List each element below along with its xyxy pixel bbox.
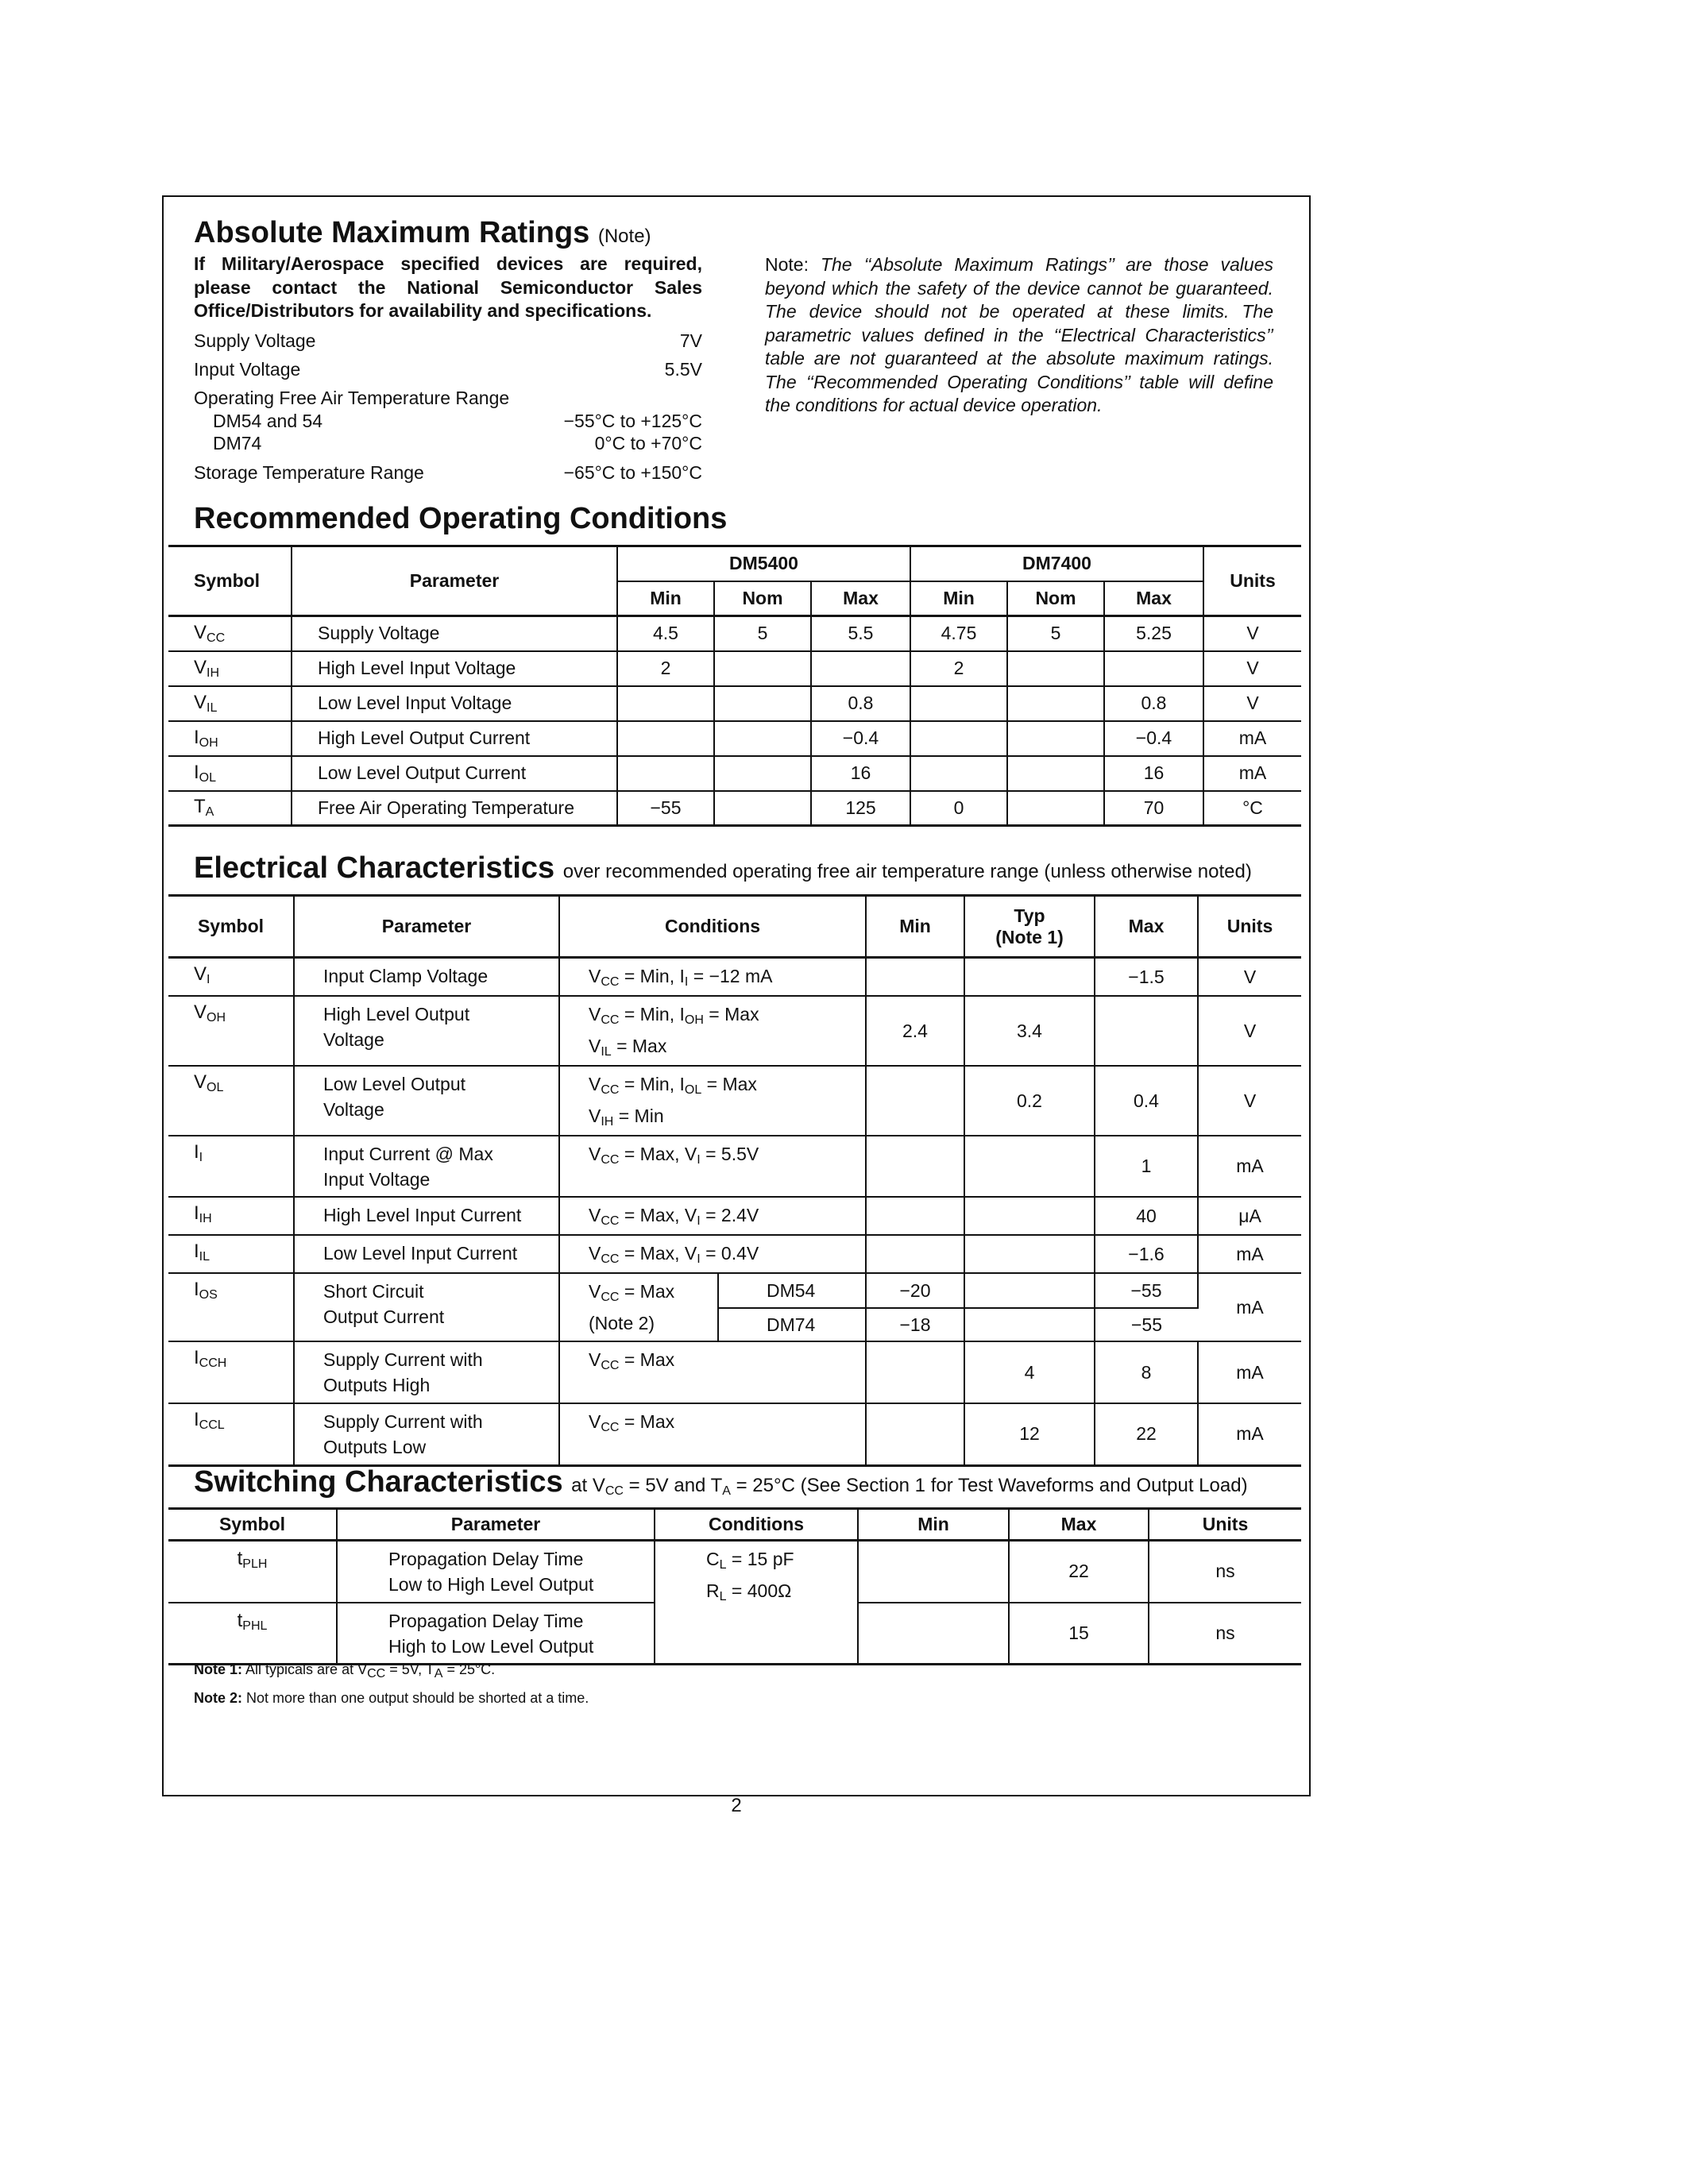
ec-header-conditions: Conditions xyxy=(559,896,866,958)
ec-table xyxy=(168,894,1301,1467)
roc-header-min: Min xyxy=(617,581,714,616)
ec-symbol: $I_{OS}$ xyxy=(168,1273,294,1341)
roc-value: 4.5 xyxy=(617,616,714,651)
amr-temp-heading: Operating Free Air Temperature Range xyxy=(194,388,510,408)
ec-typ xyxy=(964,1136,1095,1197)
amr-note: Note: The ‘‘Absolute Maximum Ratings’’ are those values beyond which the safety of the device cannot be guaranteed. The device should not be operated at these limits. The parametric values defined in the ‘‘Electrical Characteristics’’ table are not guaranteed at the absolute maximum ratings. The ‘‘Recommended Operating Conditions’’ table will define the conditions for actual device operation. xyxy=(765,254,1273,415)
roc-parameter: Low Level Output Current xyxy=(292,756,617,791)
ec-header-parameter: Parameter xyxy=(294,896,559,958)
roc-header-dm7400: DM7400 xyxy=(910,546,1203,581)
sc-min xyxy=(858,1603,1009,1665)
ec-min xyxy=(866,1341,964,1403)
sc-header-conditions: Conditions xyxy=(655,1509,858,1541)
ec-symbol: $I_{IL}$ xyxy=(168,1235,294,1273)
ec-units: mA xyxy=(1198,1273,1301,1341)
roc-value: 0 xyxy=(910,791,1007,826)
ec-min xyxy=(866,1197,964,1235)
roc-value: −0.4 xyxy=(811,721,910,756)
ec-min: 2.4 xyxy=(866,996,964,1066)
amr-ratings-list xyxy=(194,329,702,484)
amr-row-storage: Storage Temperature Range −65°C to +150°C xyxy=(194,462,702,483)
ec-conditions: $V_{CC}$ = Max, $V_I = 2.4V$ xyxy=(559,1197,866,1235)
ec-parameter: Low Level Output Voltage xyxy=(294,1066,559,1136)
roc-row xyxy=(168,756,1301,791)
sc-conditions: $C_L = 15$ pF $R_L = 400\Omega$ xyxy=(655,1541,858,1665)
ec-min xyxy=(866,958,964,997)
ec-parameter: High Level Output Voltage xyxy=(294,996,559,1066)
sc-units: ns xyxy=(1149,1541,1301,1603)
ec-max: 0.4 xyxy=(1095,1066,1198,1136)
ec-typ xyxy=(964,958,1095,997)
ec-conditions: $V_{CC}$ = Min, $I_{OH}$ = Max $V_{IL}$ = Max xyxy=(559,996,866,1066)
ec-header-units: Units xyxy=(1198,896,1301,958)
roc-header-min: Min xyxy=(910,581,1007,616)
roc-value: 2 xyxy=(617,651,714,686)
ec-row xyxy=(168,1197,1301,1235)
roc-value: 5 xyxy=(1007,616,1104,651)
ec-conditions: $V_{CC}$ = Max xyxy=(559,1403,866,1465)
footnotes xyxy=(194,1657,589,1710)
ec-symbol: $I_I$ xyxy=(168,1136,294,1197)
roc-header-nom: Nom xyxy=(1007,581,1104,616)
ec-max: 22 xyxy=(1095,1403,1198,1465)
sc-max: 22 xyxy=(1009,1541,1149,1603)
sc-title: Switching Characteristics at $V_{CC} = 5V$ and $T_A = 25^\circ C$ (See Section 1 for Test Waveforms and Output Load) xyxy=(194,1465,1248,1499)
ec-row xyxy=(168,958,1301,997)
roc-symbol: $T_A$ xyxy=(168,791,292,826)
roc-value xyxy=(714,651,811,686)
ec-conditions: $V_{CC}$ = Max (Note 2) xyxy=(559,1273,718,1341)
sc-table xyxy=(168,1507,1301,1665)
roc-symbol: $V_{IL}$ xyxy=(168,686,292,721)
sc-min xyxy=(858,1541,1009,1603)
sc-title-block xyxy=(194,1465,1248,1499)
footnote: Note 2: Not more than one output should be shorted at a time. xyxy=(194,1690,589,1706)
roc-body xyxy=(168,616,1301,826)
ec-row xyxy=(168,1403,1301,1465)
ec-symbol: $V_I$ xyxy=(168,958,294,997)
sc-symbol: $t_{PHL}$ xyxy=(168,1603,337,1665)
sc-header-units: Units xyxy=(1149,1509,1301,1541)
roc-parameter: High Level Input Voltage xyxy=(292,651,617,686)
roc-units: mA xyxy=(1203,721,1301,756)
roc-value xyxy=(1007,686,1104,721)
roc-value: −0.4 xyxy=(1104,721,1203,756)
amr-title: Absolute Maximum Ratings (Note) xyxy=(194,216,651,249)
ec-min xyxy=(866,1066,964,1136)
ec-min xyxy=(866,1136,964,1197)
ec-typ xyxy=(964,1273,1095,1308)
roc-parameter: High Level Output Current xyxy=(292,721,617,756)
sc-header-max: Max xyxy=(1009,1509,1149,1541)
sc-body xyxy=(168,1541,1301,1665)
ec-units: V xyxy=(1198,996,1301,1066)
sc-units: ns xyxy=(1149,1603,1301,1665)
ec-symbol: $I_{CCL}$ xyxy=(168,1403,294,1465)
roc-header-max: Max xyxy=(1104,581,1203,616)
roc-value: 4.75 xyxy=(910,616,1007,651)
roc-value xyxy=(910,686,1007,721)
roc-title-block xyxy=(194,502,727,536)
roc-units: °C xyxy=(1203,791,1301,826)
amr-warning: If Military/Aerospace specified devices are required, please contact the National Semiconductor Sales Office/Distributors for availability and specifications. xyxy=(194,253,702,321)
ec-conditions: $V_{CC}$ = Max, $V_I = 0.4V$ xyxy=(559,1235,866,1273)
ec-header-max: Max xyxy=(1095,896,1198,958)
ec-max: −1.5 xyxy=(1095,958,1198,997)
sc-parameter: Propagation Delay Time Low to High Level Output xyxy=(337,1541,655,1603)
sc-header-symbol: Symbol xyxy=(168,1509,337,1541)
ec-units: V xyxy=(1198,1066,1301,1136)
sc-max: 15 xyxy=(1009,1603,1149,1665)
roc-units: mA xyxy=(1203,756,1301,791)
roc-value: 125 xyxy=(811,791,910,826)
ec-header-min: Min xyxy=(866,896,964,958)
ec-parameter: Supply Current with Outputs Low xyxy=(294,1403,559,1465)
ec-row xyxy=(168,1341,1301,1403)
ec-max xyxy=(1095,996,1198,1066)
ec-parameter: Short Circuit Output Current xyxy=(294,1273,559,1341)
ec-row xyxy=(168,1136,1301,1197)
ec-units: mA xyxy=(1198,1403,1301,1465)
roc-value xyxy=(617,721,714,756)
roc-parameter: Free Air Operating Temperature xyxy=(292,791,617,826)
roc-symbol: $V_{CC}$ xyxy=(168,616,292,651)
roc-value: 5 xyxy=(714,616,811,651)
roc-row xyxy=(168,791,1301,826)
roc-value: −55 xyxy=(617,791,714,826)
ec-title-block xyxy=(194,851,1252,886)
ec-symbol: $I_{CCH}$ xyxy=(168,1341,294,1403)
ec-conditions: $V_{CC}$ = Min, $I_I = -12$ mA xyxy=(559,958,866,997)
ec-typ: 0.2 xyxy=(964,1066,1095,1136)
ec-row xyxy=(168,1066,1301,1136)
roc-value: 0.8 xyxy=(1104,686,1203,721)
amr-row-dm54: DM54 and 54 −55°C to +125°C xyxy=(213,411,702,431)
roc-value xyxy=(1007,791,1104,826)
roc-value xyxy=(714,791,811,826)
ec-header-typ: Typ (Note 1) xyxy=(964,896,1095,958)
sc-header-parameter: Parameter xyxy=(337,1509,655,1541)
page-number: 2 xyxy=(731,1795,742,1816)
ec-conditions: $V_{CC}$ = Max, $V_I = 5.5V$ xyxy=(559,1136,866,1197)
sc-parameter: Propagation Delay Time High to Low Level Output xyxy=(337,1603,655,1665)
roc-symbol: $V_{IH}$ xyxy=(168,651,292,686)
ec-units: V xyxy=(1198,958,1301,997)
ec-max: 40 xyxy=(1095,1197,1198,1235)
sc-row xyxy=(168,1541,1301,1603)
ec-parameter: Supply Current with Outputs High xyxy=(294,1341,559,1403)
ec-max: −1.6 xyxy=(1095,1235,1198,1273)
roc-value xyxy=(811,651,910,686)
ec-max: −55 xyxy=(1095,1273,1198,1308)
sc-subtitle: at $V_{CC} = 5V$ and $T_A = 25^\circ C$ (See Section 1 for Test Waveforms and Output Load) xyxy=(571,1475,1248,1498)
ec-header-symbol: Symbol xyxy=(168,896,294,958)
roc-value xyxy=(1007,756,1104,791)
roc-value xyxy=(910,721,1007,756)
ec-body xyxy=(168,958,1301,1466)
ec-units: mA xyxy=(1198,1341,1301,1403)
amr-row-supply: Supply Voltage 7V xyxy=(194,330,702,351)
amr-title-block xyxy=(194,216,651,250)
roc-value xyxy=(714,721,811,756)
ec-symbol: $V_{OH}$ xyxy=(168,996,294,1066)
roc-value xyxy=(617,686,714,721)
ec-max: 8 xyxy=(1095,1341,1198,1403)
ec-symbol: $I_{IH}$ xyxy=(168,1197,294,1235)
ec-units: mA xyxy=(1198,1235,1301,1273)
roc-value xyxy=(1104,651,1203,686)
ec-typ: 4 xyxy=(964,1341,1095,1403)
roc-row xyxy=(168,686,1301,721)
roc-value xyxy=(910,756,1007,791)
ec-max: 1 xyxy=(1095,1136,1198,1197)
roc-header-units: Units xyxy=(1203,546,1301,616)
roc-value xyxy=(1007,651,1104,686)
footnote: Note 1: All typicals are at $V_{CC} = 5V$, $T_A = 25^\circ C$. xyxy=(194,1661,496,1680)
roc-header-dm5400: DM5400 xyxy=(617,546,910,581)
ec-row xyxy=(168,1235,1301,1273)
roc-value: 16 xyxy=(1104,756,1203,791)
roc-header-symbol: Symbol xyxy=(168,546,292,616)
ec-typ xyxy=(964,1308,1095,1341)
roc-units: V xyxy=(1203,686,1301,721)
roc-value: 5.5 xyxy=(811,616,910,651)
sc-symbol: $t_{PLH}$ xyxy=(168,1541,337,1603)
ec-max: −55 xyxy=(1095,1308,1198,1341)
roc-value xyxy=(714,756,811,791)
ec-min xyxy=(866,1235,964,1273)
roc-table xyxy=(168,545,1301,827)
ec-typ: 12 xyxy=(964,1403,1095,1465)
ec-parameter: High Level Input Current xyxy=(294,1197,559,1235)
roc-parameter: Supply Voltage xyxy=(292,616,617,651)
ec-typ: 3.4 xyxy=(964,996,1095,1066)
ec-min: −20 xyxy=(866,1273,964,1308)
roc-value: 70 xyxy=(1104,791,1203,826)
ec-device-dm74: DM74 xyxy=(718,1308,866,1341)
roc-value xyxy=(1007,721,1104,756)
roc-value: 0.8 xyxy=(811,686,910,721)
ec-units: mA xyxy=(1198,1136,1301,1197)
roc-value xyxy=(617,756,714,791)
ec-typ xyxy=(964,1197,1095,1235)
roc-units: V xyxy=(1203,651,1301,686)
roc-header-max: Max xyxy=(811,581,910,616)
ec-typ xyxy=(964,1235,1095,1273)
ec-units: μA xyxy=(1198,1197,1301,1235)
ec-row xyxy=(168,996,1301,1066)
roc-value: 2 xyxy=(910,651,1007,686)
roc-header-nom: Nom xyxy=(714,581,811,616)
roc-symbol: $I_{OL}$ xyxy=(168,756,292,791)
roc-row xyxy=(168,651,1301,686)
ec-symbol: $V_{OL}$ xyxy=(168,1066,294,1136)
ec-min: −18 xyxy=(866,1308,964,1341)
roc-value: 5.25 xyxy=(1104,616,1203,651)
roc-title: Recommended Operating Conditions xyxy=(194,502,728,535)
roc-units: V xyxy=(1203,616,1301,651)
roc-value xyxy=(714,686,811,721)
roc-row xyxy=(168,616,1301,651)
roc-symbol: $I_{OH}$ xyxy=(168,721,292,756)
amr-row-input: Input Voltage 5.5V xyxy=(194,359,702,380)
sc-header-min: Min xyxy=(858,1509,1009,1541)
ec-parameter: Input Current @ Max Input Voltage xyxy=(294,1136,559,1197)
ec-row-ios xyxy=(168,1273,1301,1308)
roc-header-parameter: Parameter xyxy=(292,546,617,616)
ec-device-dm54: DM54 xyxy=(718,1273,866,1308)
roc-parameter: Low Level Input Voltage xyxy=(292,686,617,721)
ec-conditions: $V_{CC}$ = Min, $I_{OL}$ = Max $V_{IH}$ = Min xyxy=(559,1066,866,1136)
ec-parameter: Input Clamp Voltage xyxy=(294,958,559,997)
amr-row-dm74: DM74 0°C to +70°C xyxy=(213,433,702,453)
ec-min xyxy=(866,1403,964,1465)
ec-parameter: Low Level Input Current xyxy=(294,1235,559,1273)
ec-title: Electrical Characteristics over recommended operating free air temperature range (unless otherwise noted) xyxy=(194,851,1252,885)
roc-value: 16 xyxy=(811,756,910,791)
ec-conditions: $V_{CC}$ = Max xyxy=(559,1341,866,1403)
roc-row xyxy=(168,721,1301,756)
